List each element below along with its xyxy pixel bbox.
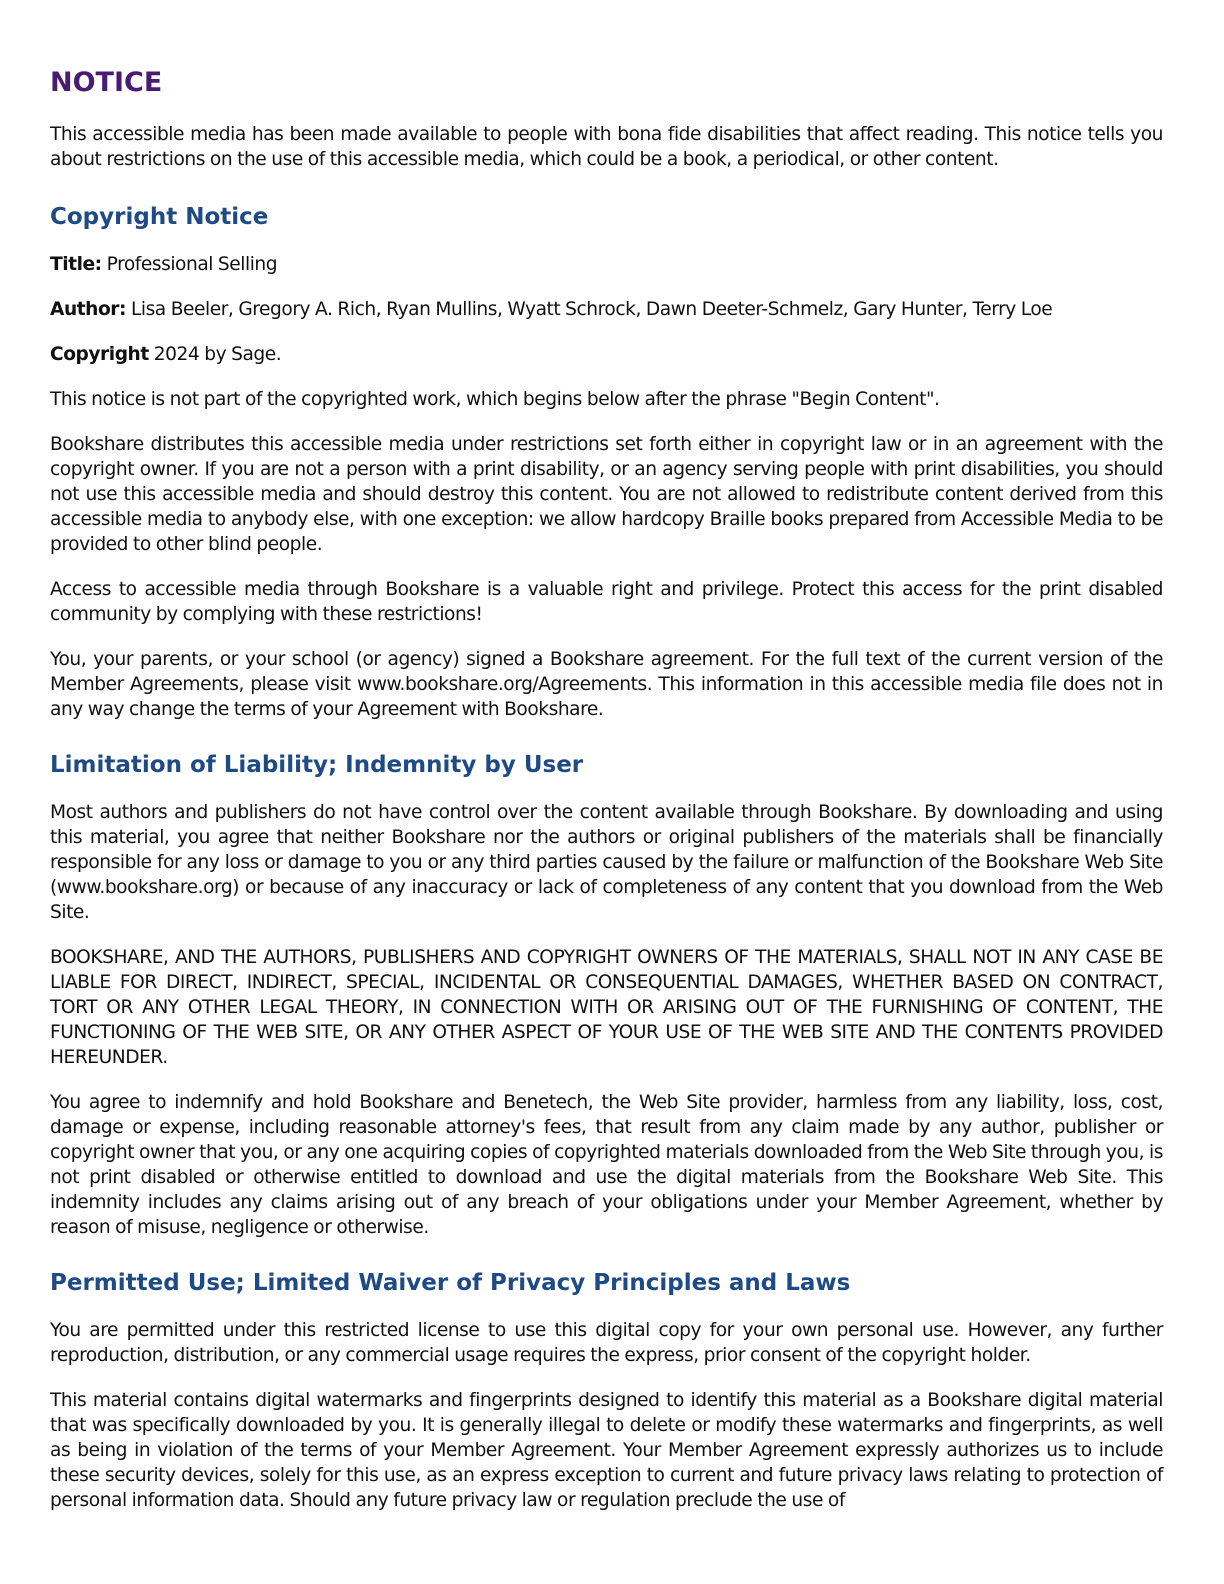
author-value: Lisa Beeler, Gregory A. Rich, Ryan Mullins, Wyatt Schrock, Dawn Deeter-Schmelz, Gary Hunter, Terry Loe [125, 299, 1053, 320]
permitted-paragraph: This material contains digital watermarks and fingerprints designed to identify this material as a Bookshare digital material that was specifically downloaded by you. It is generally illegal to delete or modify these watermarks and fingerprints, as well as being in violation of the terms of your Member Agreement. Your Member Agreement expressly authorizes us to include these security devices, solely for this use, as an express exception to current and future privacy laws relating to protection of personal information data. Should any future privacy law or regulation preclude the use of [50, 1390, 1163, 1511]
permitted-heading: Permitted Use; Limited Waiver of Privacy Principles and Laws [50, 1270, 851, 1296]
title-value: Professional Selling [101, 254, 278, 275]
title-line [50, 252, 1163, 277]
notice-intro: This accessible media has been made available to people with bona fide disabilities that affect reading. This notice tells you about restrictions on the use of this accessible media, which could be a book, a periodical, or other content. [50, 124, 1163, 170]
copyright-paragraph: This notice is not part of the copyrighted work, which begins below after the phrase "Begin Content". [50, 389, 940, 410]
copyright-paragraph: Access to accessible media through Bookshare is a valuable right and privilege. Protect this access for the print disabled community by complying with these restrictions! [50, 579, 1163, 625]
copyright-line [50, 342, 1163, 367]
copyright-heading: Copyright Notice [50, 204, 269, 230]
author-key: Author: [50, 299, 126, 320]
document-page [50, 66, 1163, 1533]
copyright-key: Copyright [50, 344, 149, 365]
author-line [50, 297, 1163, 322]
copyright-value: 2024 by Sage. [148, 344, 282, 365]
liability-heading: Limitation of Liability; Indemnity by User [50, 752, 584, 778]
permitted-paragraph: You are permitted under this restricted license to use this digital copy for your own personal use. However, any further reproduction, distribution, or any commercial usage requires the express, prior consent of the copyright holder. [50, 1320, 1163, 1366]
liability-paragraph: Most authors and publishers do not have control over the content available through Bookshare. By downloading and using this material, you agree that neither Bookshare nor the authors or original publishers of the materials shall be financially responsible for any loss or damage to you or any third parties caused by the failure or malfunction of the Bookshare Web Site (www.bookshare.org) or because of any inaccuracy or lack of completeness of any content that you download from the Web Site. [50, 802, 1163, 923]
liability-paragraph: You agree to indemnify and hold Bookshare and Benetech, the Web Site provider, harmless from any liability, loss, cost, damage or expense, including reasonable attorney's fees, that result from any claim made by any author, publisher or copyright owner that you, or any one acquiring copies of copyrighted materials downloaded from the Web Site through you, is not print disabled or otherwise entitled to download and use the digital materials from the Bookshare Web Site. This indemnity includes any claims arising out of any breach of your obligations under your Member Agreement, whether by reason of misuse, negligence or otherwise. [50, 1092, 1163, 1238]
liability-paragraph: BOOKSHARE, AND THE AUTHORS, PUBLISHERS AND COPYRIGHT OWNERS OF THE MATERIALS, SHALL NOT IN ANY CASE BE LIABLE FOR DIRECT, INDIRECT, SPECIAL, INCIDENTAL OR CONSEQUENTIAL DAMAGES, WHETHER BASED ON CONTRACT, TORT OR ANY OTHER LEGAL THEORY, IN CONNECTION WITH OR ARISING OUT OF THE FURNISHING OF CONTENT, THE FUNCTIONING OF THE WEB SITE, OR ANY OTHER ASPECT OF YOUR USE OF THE WEB SITE AND THE CONTENTS PROVIDED HEREUNDER. [50, 947, 1163, 1068]
copyright-paragraph: You, your parents, or your school (or agency) signed a Bookshare agreement. For the full text of the current version of the Member Agreements, please visit www.bookshare.org/Agreements. This information in this accessible media file does not in any way change the terms of your Agreement with Bookshare. [50, 649, 1163, 720]
notice-heading: NOTICE [50, 67, 163, 98]
copyright-paragraph: Bookshare distributes this accessible media under restrictions set forth either in copyright law or in an agreement with the copyright owner. If you are not a person with a print disability, or an agency serving people with print disabilities, you should not use this accessible media and should destroy this content. You are not allowed to redistribute content derived from this accessible media to anybody else, with one exception: we allow hardcopy Braille books prepared from Accessible Media to be provided to other blind people. [50, 434, 1163, 555]
title-key: Title: [50, 254, 102, 275]
